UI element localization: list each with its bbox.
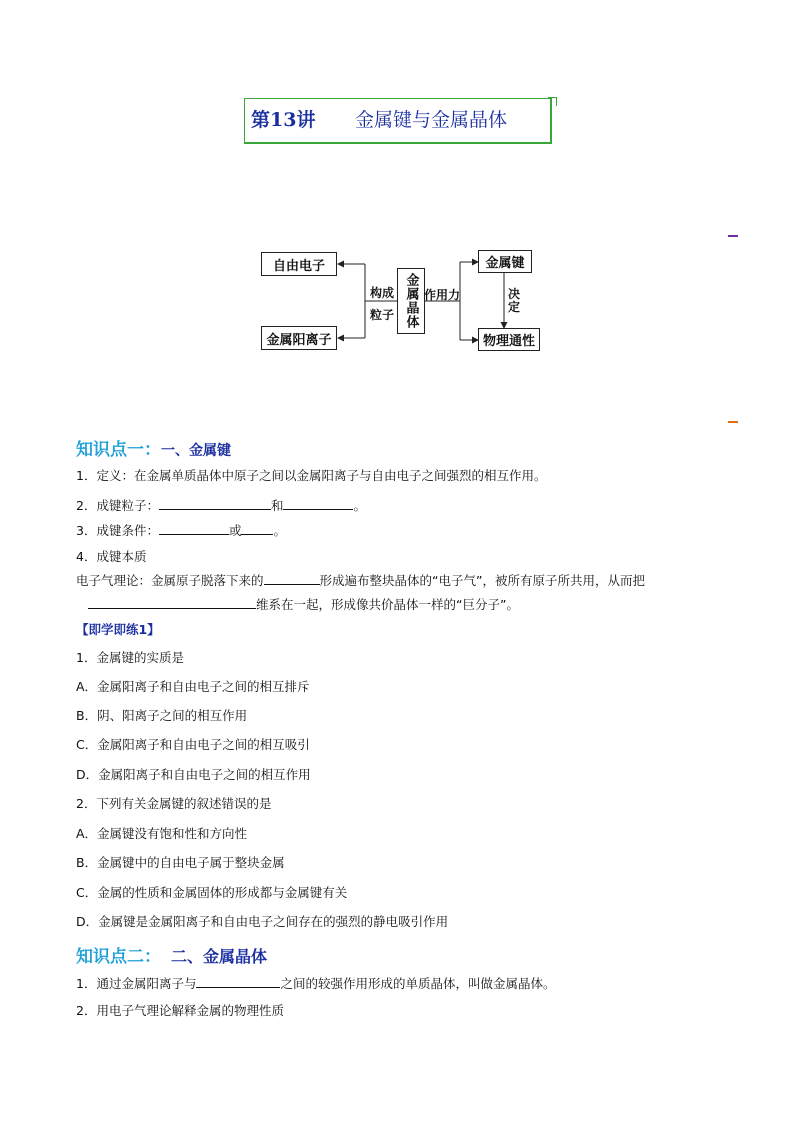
blank-field[interactable] — [159, 497, 271, 510]
blank-field[interactable] — [88, 596, 256, 609]
electron-gas-line-1: 电子气理论：金属原子脱落下来的 形成遍布整块晶体的“电子气”，被所有原子所共用，从而把 — [76, 573, 645, 588]
electron-gas-line-2: 维系在一起，形成像共价晶体一样的“巨分子”。 — [76, 595, 519, 613]
blank-field[interactable] — [264, 572, 320, 585]
box-metal-bond: 金属键 — [478, 250, 532, 273]
box-metal-cation: 金属阳离子 — [261, 326, 337, 350]
section-heading-2: 知识点二： 二、金属晶体 — [76, 947, 268, 967]
lesson-title: 金属键与金属晶体 — [355, 109, 508, 131]
definition-line: 1．定义：在金属单质晶体中原子之间以金属阳离子与自由电子之间强烈的相互作用。 — [76, 468, 547, 483]
q2-option-d: D．金属键是金属阳离子和自由电子之间存在的强烈的静电吸引作用 — [76, 914, 449, 929]
q2-option-c: C．金属的性质和金属固体的形成都与金属键有关 — [76, 885, 348, 900]
label-determine: 决定 — [508, 287, 521, 314]
question-2: 2．下列有关金属键的叙述错误的是 — [76, 796, 272, 811]
electron-gas-explanation: 2．用电子气理论解释金属的物理性质 — [76, 1003, 284, 1018]
q1-option-b: B．阴、阳离子之间的相互作用 — [76, 708, 248, 723]
concept-diagram — [250, 240, 550, 360]
question-1: 1．金属键的实质是 — [76, 650, 184, 665]
q2-option-a: A．金属键没有饱和性和方向性 — [76, 826, 248, 841]
lesson-number: 第13讲 — [251, 109, 316, 131]
box-metal-crystal: 金属晶体 — [397, 268, 425, 334]
blank-field[interactable] — [196, 975, 280, 988]
box-physical-property: 物理通性 — [478, 328, 540, 351]
q1-option-c: C．金属阳离子和自由电子之间的相互吸引 — [76, 737, 310, 752]
bond-condition-line: 3．成键条件： 或 。 — [76, 523, 286, 538]
label-force: 作用力 — [424, 288, 461, 302]
bond-particles-line: 2．成键粒子： 和 。 — [76, 498, 366, 513]
blank-field[interactable] — [241, 522, 273, 535]
box-free-electron: 自由电子 — [261, 252, 337, 276]
title-banner — [244, 98, 552, 144]
q2-option-b: B．金属键中的自由电子属于整块金属 — [76, 855, 285, 870]
section-heading-1: 知识点一：一、金属键 — [76, 440, 231, 460]
label-constituent-2: 粒子 — [370, 308, 395, 322]
side-mark-bottom — [728, 421, 738, 423]
blank-field[interactable] — [159, 522, 229, 535]
label-constituent-1: 构成 — [370, 286, 395, 300]
bond-nature-line: 4．成键本质 — [76, 549, 147, 564]
q1-option-a: A．金属阳离子和自由电子之间的相互排斥 — [76, 679, 310, 694]
side-mark-top — [728, 235, 738, 237]
metal-crystal-definition: 1．通过金属阳离子与 之间的较强作用形成的单质晶体，叫做金属晶体。 — [76, 976, 556, 991]
practice-label: 【即学即练1】 — [76, 622, 160, 637]
banner-corner — [548, 97, 557, 106]
q1-option-d: D．金属阳离子和自由电子之间的相互作用 — [76, 767, 311, 782]
blank-field[interactable] — [283, 497, 353, 510]
